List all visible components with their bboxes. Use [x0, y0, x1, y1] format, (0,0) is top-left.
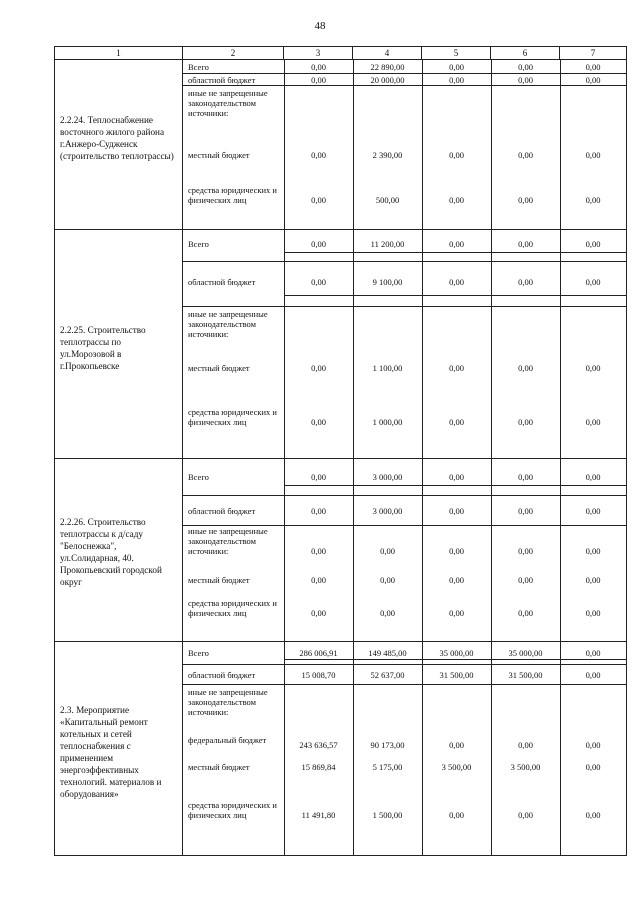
funding-source-label: Всего: [188, 472, 209, 482]
value-col7: 0,00: [585, 417, 601, 427]
value-col5: 0,00: [449, 150, 464, 160]
column-header-1: 1: [55, 47, 183, 59]
value-col4: 11 200,00: [370, 239, 405, 249]
column-header-2: 2: [183, 47, 284, 59]
value-col5: 0,00: [449, 546, 464, 556]
value-col7: 0,00: [585, 472, 601, 482]
value-col3: 0,00: [311, 150, 326, 160]
value-col6: 0,00: [518, 62, 533, 72]
value-col4: 1 000,00: [372, 417, 403, 427]
value-col5: 0,00: [449, 239, 464, 249]
cell-underline: [284, 659, 626, 660]
value-col4: 149 485,00: [368, 648, 407, 658]
funding-source-label: средства юридических и физических лиц: [188, 185, 277, 205]
value-col7: 0,00: [585, 762, 601, 772]
value-col7: 0,00: [585, 239, 601, 249]
value-col3: 0,00: [311, 277, 326, 287]
funding-source-label: средства юридических и физических лиц: [188, 800, 277, 820]
cell-underline: [284, 295, 626, 296]
value-col4: 52 637,00: [370, 670, 405, 680]
measure-name: 2.3. Мероприятие «Капитальный ремонт котельных и сетей теплоснабжения с применением энергоэффективных технологий. материалов и оборудования»: [60, 705, 162, 799]
value-col3: 0,00: [311, 608, 326, 618]
measure-name: 2.2.26. Строительство теплотрассы к д/саду "Белоснежка", ул.Солидарная, 40. Прокопьевский городской округ: [60, 517, 162, 587]
funding-source-label: Всего: [188, 62, 209, 72]
value-col7: 0,00: [585, 740, 601, 750]
column-header-row: [54, 46, 627, 60]
value-col4: 2 390,00: [372, 150, 403, 160]
value-col3: 0,00: [311, 546, 326, 556]
table-block-2-2-26: [54, 458, 627, 642]
value-col3: 0,00: [311, 363, 326, 373]
value-col3: 0,00: [311, 472, 326, 482]
measure-name-cell: [55, 642, 183, 855]
funding-source-label: Всего: [188, 239, 209, 249]
value-col6: 0,00: [518, 810, 533, 820]
value-col6: 0,00: [518, 472, 533, 482]
funding-source-label: федеральный бюджет: [188, 735, 267, 745]
value-col7: 0,00: [585, 648, 601, 658]
table-block-2-2-25: [54, 229, 627, 459]
value-col3: 11 491,80: [301, 810, 336, 820]
funding-source-label: иные не запрещенные законодательством источники:: [188, 526, 268, 556]
value-col5: 0,00: [449, 277, 464, 287]
column-divider: [560, 642, 561, 855]
value-col7: 0,00: [585, 575, 601, 585]
value-col5: 35 000,00: [439, 648, 474, 658]
value-col3: 0,00: [311, 75, 326, 85]
value-col4: 22 890,00: [370, 62, 405, 72]
value-col3: 15 008,70: [301, 670, 336, 680]
value-col4: 500,00: [375, 195, 400, 205]
value-col4: 3 000,00: [372, 472, 403, 482]
value-col6: 0,00: [518, 195, 533, 205]
value-col6: 0,00: [518, 239, 533, 249]
table-block-2-2-24: [54, 59, 627, 230]
column-divider: [560, 60, 561, 229]
cell-underline: [284, 252, 626, 253]
column-header-6: 6: [491, 47, 560, 59]
funding-source-label: областной бюджет: [188, 75, 256, 85]
funding-source-label: Всего: [188, 648, 209, 658]
column-divider: [353, 230, 354, 458]
value-col4: 0,00: [380, 575, 395, 585]
value-col4: 5 175,00: [372, 762, 403, 772]
value-col4: 90 173,00: [370, 740, 405, 750]
value-col4: 0,00: [380, 608, 395, 618]
column-divider: [353, 60, 354, 229]
funding-source-label: средства юридических и физических лиц: [188, 407, 277, 427]
value-col6: 0,00: [518, 75, 533, 85]
value-col3: 0,00: [311, 62, 326, 72]
value-col7: 0,00: [585, 608, 601, 618]
value-col5: 0,00: [449, 608, 464, 618]
column-divider: [560, 230, 561, 458]
column-divider: [353, 642, 354, 855]
column-divider: [284, 459, 285, 641]
value-col6: 35 000,00: [508, 648, 543, 658]
value-col6: 0,00: [518, 546, 533, 556]
value-col6: 0,00: [518, 363, 533, 373]
cell-underline: [284, 485, 626, 486]
funding-source-label: областной бюджет: [188, 277, 256, 287]
column-divider: [422, 60, 423, 229]
value-col3: 0,00: [311, 575, 326, 585]
measure-name-cell: [55, 459, 183, 641]
value-col6: 3 500,00: [510, 762, 541, 772]
value-col6: 0,00: [518, 150, 533, 160]
value-col3: 286 006,91: [299, 648, 338, 658]
page-number: 48: [314, 20, 326, 32]
column-divider: [284, 230, 285, 458]
funding-source-label: местный бюджет: [188, 762, 250, 772]
column-divider: [491, 459, 492, 641]
column-divider: [491, 60, 492, 229]
funding-source-label: иные не запрещенные законодательством источники:: [188, 88, 268, 118]
value-col6: 31 500,00: [508, 670, 543, 680]
value-col5: 0,00: [449, 506, 464, 516]
value-col5: 0,00: [449, 195, 464, 205]
table-block-2-3: [54, 641, 627, 856]
value-col5: 0,00: [449, 472, 464, 482]
value-col7: 0,00: [585, 277, 601, 287]
funding-source-label: иные не запрещенные законодательством источники:: [188, 687, 268, 717]
funding-source-label: иные не запрещенные законодательством источники:: [188, 309, 268, 339]
value-col7: 0,00: [585, 195, 601, 205]
value-col6: 0,00: [518, 740, 533, 750]
value-col3: 0,00: [311, 239, 326, 249]
value-col3: 243 636,57: [299, 740, 338, 750]
value-col5: 31 500,00: [439, 670, 474, 680]
funding-source-label: местный бюджет: [188, 150, 250, 160]
value-col5: 0,00: [449, 810, 464, 820]
value-col4: 3 000,00: [372, 506, 403, 516]
funding-source-label: областной бюджет: [188, 506, 256, 516]
column-divider: [353, 459, 354, 641]
value-col5: 0,00: [449, 62, 464, 72]
measure-name-cell: [55, 230, 183, 458]
column-divider: [560, 459, 561, 641]
value-col3: 15 869,84: [301, 762, 336, 772]
value-col6: 0,00: [518, 575, 533, 585]
funding-source-label: средства юридических и физических лиц: [188, 598, 277, 618]
value-col3: 0,00: [311, 417, 326, 427]
column-divider: [422, 230, 423, 458]
value-col5: 0,00: [449, 363, 464, 373]
value-col6: 0,00: [518, 506, 533, 516]
column-header-7: 7: [590, 48, 596, 58]
measure-name-cell: [55, 60, 183, 229]
measure-name: 2.2.25. Строительство теплотрассы по ул.Морозовой в г.Прокопьевске: [60, 325, 146, 371]
value-col4: 1 500,00: [372, 810, 403, 820]
column-divider: [491, 230, 492, 458]
column-divider: [284, 60, 285, 229]
value-col5: 3 500,00: [441, 762, 472, 772]
measure-name: 2.2.24. Теплоснабжение восточного жилого района г.Анжеро-Судженск (строительство теплотрассы): [60, 115, 174, 161]
value-col5: 0,00: [449, 417, 464, 427]
value-col7: 0,00: [585, 363, 601, 373]
value-col4: 1 100,00: [372, 363, 403, 373]
value-col7: 0,00: [585, 150, 601, 160]
value-col7: 0,00: [585, 62, 601, 72]
column-divider: [284, 642, 285, 855]
value-col6: 0,00: [518, 277, 533, 287]
value-col6: 0,00: [518, 608, 533, 618]
value-col4: 0,00: [380, 546, 395, 556]
value-col3: 0,00: [311, 506, 326, 516]
value-col7: 0,00: [585, 506, 601, 516]
column-divider: [422, 642, 423, 855]
value-col5: 0,00: [449, 75, 464, 85]
value-col4: 20 000,00: [370, 75, 405, 85]
value-col7: 0,00: [585, 75, 601, 85]
value-col5: 0,00: [449, 740, 464, 750]
column-divider: [491, 642, 492, 855]
value-col7: 0,00: [585, 546, 601, 556]
funding-source-label: местный бюджет: [188, 363, 250, 373]
value-col4: 9 100,00: [372, 277, 403, 287]
value-col6: 0,00: [518, 417, 533, 427]
funding-source-label: областной бюджет: [188, 670, 256, 680]
column-header-5: 5: [422, 47, 491, 59]
value-col7: 0,00: [585, 670, 601, 680]
value-col7: 0,00: [585, 810, 601, 820]
column-header-3: 3: [284, 47, 353, 59]
value-col5: 0,00: [449, 575, 464, 585]
funding-source-label: местный бюджет: [188, 575, 250, 585]
value-col3: 0,00: [311, 195, 326, 205]
column-header-4: 4: [353, 47, 422, 59]
column-divider: [422, 459, 423, 641]
